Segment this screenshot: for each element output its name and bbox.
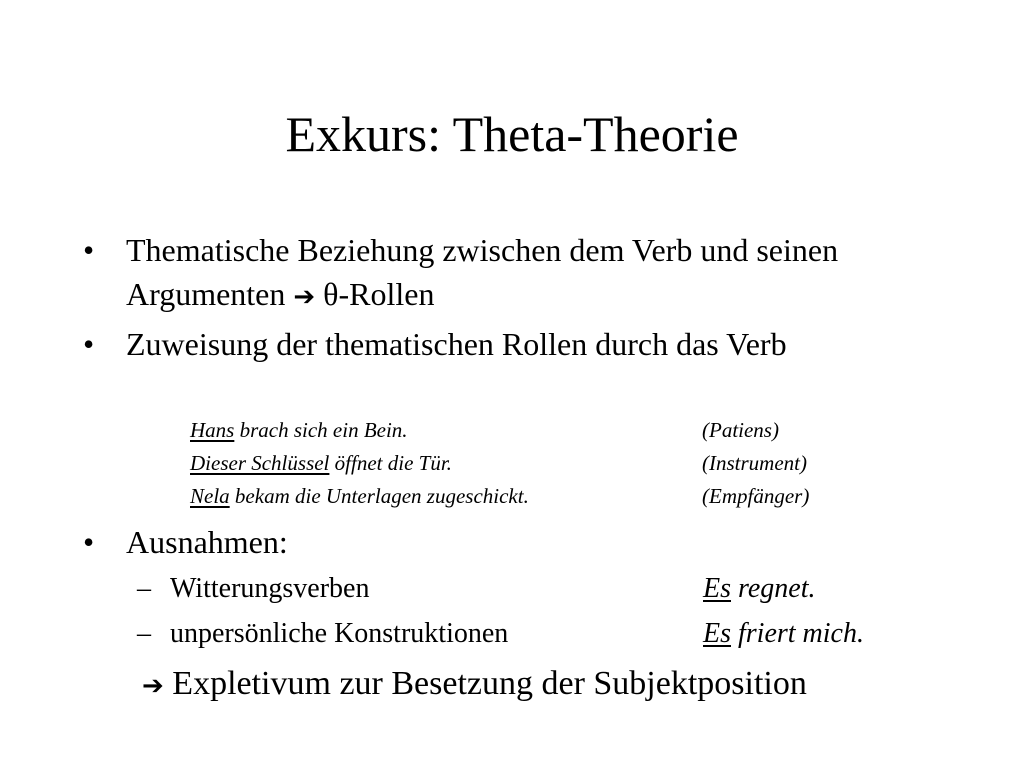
example-rest: brach sich ein Bein. [234, 418, 408, 442]
example-row [190, 448, 910, 478]
conclusion-line [142, 661, 807, 709]
example-role: (Patiens) [702, 418, 779, 442]
bullet-item-role-assignment [83, 322, 923, 366]
example-role: (Instrument) [702, 451, 807, 475]
exception-item-weather-verbs [137, 569, 937, 609]
bullet-text-part: Thematische Beziehung zwischen dem Verb und seinen Argumenten [126, 232, 839, 312]
exception-label: unpersönliche Konstruktionen [170, 618, 509, 649]
example-subject: Nela [190, 484, 230, 508]
exception-example-subject: Es [703, 618, 731, 649]
example-row [190, 481, 910, 511]
conclusion-text: Expletivum zur Besetzung der Subjektposition [163, 665, 807, 702]
slide-title: Exkurs: Theta-Theorie [285, 106, 739, 162]
example-rest: bekam die Unterlagen zugeschickt. [229, 484, 529, 508]
sub-bullet-marker: – [137, 618, 151, 649]
bullet-text: Zuweisung der thematischen Rollen durch das Verb [126, 326, 787, 362]
example-subject: Dieser Schlüssel [190, 451, 330, 475]
bullet-marker: • [83, 524, 95, 560]
exception-example-rest: friert mich. [731, 618, 864, 649]
bullet-text-part: θ-Rollen [315, 276, 435, 312]
exception-item-impersonal [137, 614, 937, 654]
bullet-text: Ausnahmen: [126, 524, 288, 560]
exception-label: Witterungsverben [170, 573, 370, 604]
exception-example [703, 614, 864, 654]
bullet-marker: • [83, 326, 95, 362]
example-subject: Hans [190, 418, 235, 442]
example-rest: öffnet die Tür. [329, 451, 452, 475]
exception-example [703, 569, 816, 609]
bullet-marker: • [83, 232, 95, 268]
example-row [190, 415, 910, 445]
example-sentence [190, 415, 408, 445]
right-arrow-icon: ➔ [142, 671, 164, 701]
exception-example-rest: regnet. [731, 573, 816, 604]
example-sentence [190, 481, 529, 511]
right-arrow-icon: ➔ [293, 282, 316, 312]
example-role: (Empfänger) [702, 484, 810, 508]
bullet-item-theta-relation [83, 228, 923, 319]
bullet-item-exceptions [83, 520, 923, 564]
sub-bullet-marker: – [137, 573, 151, 604]
example-sentence [190, 448, 452, 478]
exception-example-subject: Es [703, 573, 731, 604]
bullet-text [126, 228, 923, 319]
